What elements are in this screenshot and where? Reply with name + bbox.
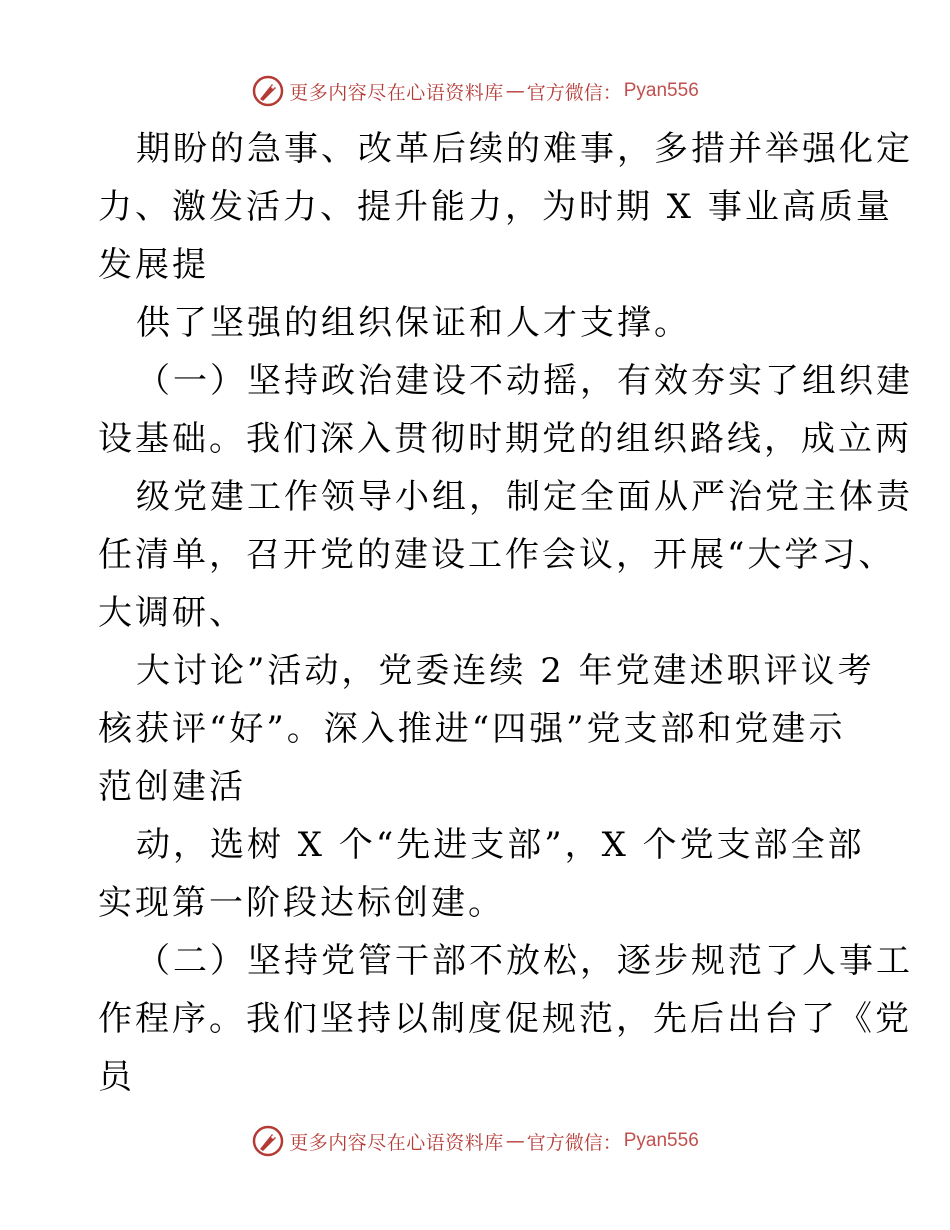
text-line: 发展提 <box>98 245 209 285</box>
banner-text: 更多内容尽在心语资料库 <box>289 81 504 104</box>
text-line: 大调研、 <box>98 593 246 633</box>
text-line: 大讨论”活动，党委连续 2 年党建述职评议考 <box>136 651 875 691</box>
text-line: 动，选树 X 个“先进支部”，X 个党支部全部 <box>136 825 865 865</box>
text-line: 实现第一阶段达标创建。 <box>98 883 505 923</box>
text-line: （一）坚持政治建设不动摇，有效夯实了组织建 <box>136 361 913 401</box>
text-line: 设基础。我们深入贯彻时期党的组织路线，成立两 <box>98 419 912 459</box>
banner-wechat-label: 官方微信： <box>526 1131 622 1154</box>
text-line: 期盼的急事、改革后续的难事，多措并举强化定 <box>136 129 913 169</box>
text-line: 作程序。我们坚持以制度促规范，先后出台了《党 <box>98 999 912 1039</box>
header-watermark-banner <box>0 66 950 116</box>
text-line: 力、激发活力、提升能力，为时期 X 事业高质量 <box>98 187 893 227</box>
text-line: 核获评“好”。深入推进“四强”党支部和党建示 <box>98 709 846 749</box>
banner-separator: — <box>505 80 525 102</box>
text-line: 供了坚强的组织保证和人才支撑。 <box>136 303 691 343</box>
document-body <box>98 120 913 1106</box>
text-line: 员 <box>98 1057 135 1097</box>
text-line: （二）坚持党管干部不放松，逐步规范了人事工 <box>136 941 913 981</box>
pen-nib-logo-icon <box>251 74 285 108</box>
footer-watermark-banner <box>0 1116 950 1166</box>
banner-wechat-id: Pyan556 <box>623 80 699 101</box>
banner-wechat-label: 官方微信： <box>526 81 622 104</box>
banner-separator: — <box>505 1130 525 1152</box>
text-line: 范创建活 <box>98 767 246 807</box>
text-line: 级党建工作领导小组，制定全面从严治党主体责 <box>136 477 913 517</box>
banner-text: 更多内容尽在心语资料库 <box>289 1131 504 1154</box>
pen-nib-logo-icon <box>251 1124 285 1158</box>
banner-wechat-id: Pyan556 <box>623 1130 699 1151</box>
text-line: 任清单，召开党的建设工作会议，开展“大学习、 <box>98 535 896 575</box>
